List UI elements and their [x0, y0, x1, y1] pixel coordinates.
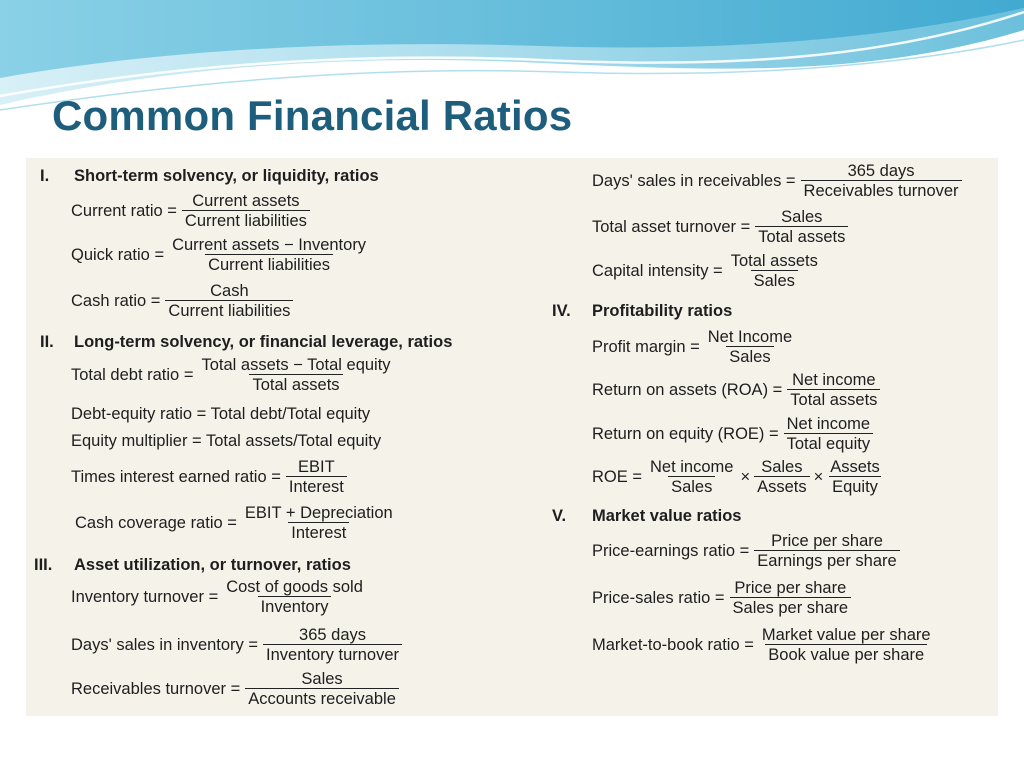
section-3-title: Asset utilization, or turnover, ratios	[74, 556, 351, 574]
section-3-heading	[34, 555, 351, 575]
return-on-equity-formula	[592, 415, 873, 453]
receivables-turnover-formula	[71, 670, 399, 708]
denominator: Current liabilities	[205, 254, 333, 274]
times-operator: ×	[740, 468, 751, 486]
fraction	[759, 626, 934, 664]
numerator: Cost of goods sold	[226, 578, 363, 596]
capital-intensity-formula	[592, 252, 821, 290]
formula-label: Capital intensity =	[592, 262, 723, 280]
denominator: Total assets	[249, 374, 342, 394]
section-2-heading	[40, 332, 452, 352]
denominator: Interest	[286, 476, 347, 496]
numerator: Price per share	[771, 532, 883, 550]
section-1-title: Short-term solvency, or liquidity, ratios	[74, 167, 379, 185]
section-2-number: II.	[40, 333, 54, 351]
formula-label: Return on assets (ROA) =	[592, 381, 783, 399]
fraction	[182, 192, 310, 230]
denominator: Equity	[829, 476, 881, 496]
fraction	[754, 532, 899, 570]
numerator: 365 days	[847, 162, 915, 180]
fraction	[730, 579, 852, 617]
current-ratio-formula	[71, 192, 310, 230]
denominator: Sales	[751, 270, 798, 290]
numerator: EBIT + Depreciation	[244, 504, 393, 522]
total-debt-ratio-formula	[71, 356, 394, 394]
formula-label: Current ratio =	[71, 202, 177, 220]
formula-label: Total debt ratio =	[71, 366, 194, 384]
fraction	[245, 670, 399, 708]
fraction	[242, 504, 396, 542]
fraction	[787, 371, 880, 409]
quick-ratio-formula	[71, 236, 369, 274]
denominator: Total assets	[755, 226, 848, 246]
denominator: Inventory	[258, 596, 332, 616]
formula-label: Receivables turnover =	[71, 680, 241, 698]
section-2-title: Long-term solvency, or financial leverage, ratios	[74, 333, 453, 351]
fraction	[784, 415, 873, 453]
denominator: Sales	[668, 476, 715, 496]
price-sales-ratio-formula	[592, 579, 851, 617]
formula-label: Market-to-book ratio =	[592, 636, 754, 654]
fraction	[827, 458, 883, 496]
section-1-number: I.	[40, 167, 50, 185]
numerator: Total assets − Total equity	[201, 356, 391, 374]
section-5-heading	[552, 506, 741, 526]
fraction	[223, 578, 366, 616]
formula-label: Price-earnings ratio =	[592, 542, 750, 560]
return-on-assets-formula	[592, 371, 880, 409]
numerator: Assets	[830, 458, 880, 476]
denominator: Sales	[726, 346, 773, 366]
section-4-heading	[552, 301, 732, 321]
denominator: Assets	[754, 476, 810, 496]
fraction	[198, 356, 393, 394]
fraction	[165, 282, 293, 320]
formula-label: Days' sales in receivables =	[592, 172, 796, 190]
denominator: Interest	[288, 522, 349, 542]
formula-label: Quick ratio =	[71, 246, 165, 264]
total-asset-turnover-formula	[592, 208, 848, 246]
numerator: Net income	[786, 415, 871, 433]
ratios-scan-panel	[26, 158, 998, 716]
inventory-turnover-formula	[71, 578, 366, 616]
dupont-roe-formula	[592, 458, 883, 496]
numerator: Net income	[649, 458, 734, 476]
formula-label: Profit margin =	[592, 338, 700, 356]
cash-ratio-formula	[71, 282, 293, 320]
formula-label: Total asset turnover =	[592, 218, 751, 236]
fraction	[263, 626, 402, 664]
numerator: Price per share	[734, 579, 847, 597]
formula-label: ROE =	[592, 468, 642, 486]
denominator: Book value per share	[765, 644, 927, 664]
formula-label: Cash coverage ratio =	[75, 514, 237, 532]
denominator: Receivables turnover	[801, 180, 962, 200]
formula-label: Cash ratio =	[71, 292, 161, 310]
fraction	[801, 162, 962, 200]
denominator: Total assets	[787, 389, 880, 409]
fraction	[169, 236, 369, 274]
section-5-title: Market value ratios	[592, 507, 742, 525]
numerator: Sales	[781, 208, 823, 226]
section-5-number: V.	[552, 507, 567, 525]
fraction	[705, 328, 795, 366]
formula-label: Times interest earned ratio =	[71, 468, 281, 486]
section-4-number: IV.	[552, 302, 571, 320]
denominator: Accounts receivable	[245, 688, 399, 708]
section-4-title: Profitability ratios	[592, 302, 733, 320]
numerator: Market value per share	[761, 626, 931, 644]
numerator: EBIT	[298, 458, 335, 476]
formula-label: Days' sales in inventory =	[71, 636, 259, 654]
price-earnings-ratio-formula	[592, 532, 900, 570]
slide-title: Common Financial Ratios	[52, 92, 573, 139]
fraction	[755, 208, 848, 246]
profit-margin-formula	[592, 328, 795, 366]
debt-equity-ratio-formula: Debt-equity ratio = Total debt/Total equity	[71, 405, 371, 423]
equity-multiplier-formula: Equity multiplier = Total assets/Total equity	[71, 432, 382, 450]
times-interest-earned-formula	[71, 458, 347, 496]
denominator: Current liabilities	[182, 210, 310, 230]
formula-label: Return on equity (ROE) =	[592, 425, 779, 443]
fraction	[754, 458, 810, 496]
numerator: Current assets	[192, 192, 300, 210]
fraction	[647, 458, 736, 496]
times-operator: ×	[813, 468, 824, 486]
numerator: Total assets	[730, 252, 818, 270]
cash-coverage-ratio-formula	[75, 504, 396, 542]
numerator: Net Income	[707, 328, 793, 346]
numerator: Net income	[792, 371, 876, 389]
denominator: Total equity	[784, 433, 873, 453]
section-1-heading	[40, 166, 379, 186]
denominator: Sales per share	[730, 597, 852, 617]
numerator: Sales	[301, 670, 343, 688]
numerator: Cash	[210, 282, 249, 300]
days-sales-inventory-formula	[71, 626, 402, 664]
denominator: Inventory turnover	[263, 644, 402, 664]
section-3-number: III.	[34, 556, 53, 574]
market-to-book-ratio-formula	[592, 626, 934, 664]
denominator: Earnings per share	[754, 550, 899, 570]
formula-label: Inventory turnover =	[71, 588, 219, 606]
numerator: Sales	[761, 458, 803, 476]
denominator: Current liabilities	[165, 300, 293, 320]
formula-label: Price-sales ratio =	[592, 589, 725, 607]
fraction	[728, 252, 821, 290]
fraction	[286, 458, 347, 496]
numerator: 365 days	[299, 626, 366, 644]
days-sales-receivables-formula	[592, 162, 962, 200]
numerator: Current assets − Inventory	[172, 236, 367, 254]
